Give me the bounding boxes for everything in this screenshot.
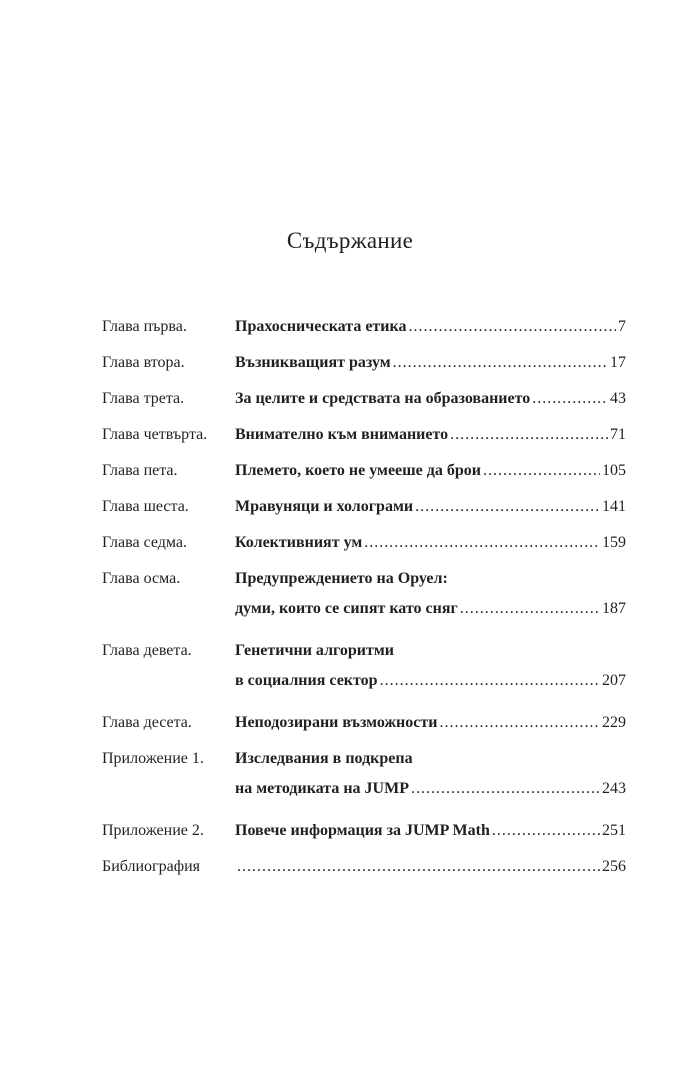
- toc-entry-title: Колективният ум: [235, 534, 363, 551]
- dot-leader: [237, 852, 600, 882]
- table-of-contents: [102, 312, 626, 882]
- toc-entry-page: 229: [602, 714, 626, 731]
- toc-entry-label: Глава осма.: [102, 570, 181, 587]
- toc-entry-page: 43: [610, 390, 626, 407]
- toc-entry-page: 159: [602, 534, 626, 551]
- toc-entry: [102, 708, 626, 744]
- toc-entry: [102, 816, 626, 852]
- toc-entry-title: Повече информация за JUMP Math: [235, 822, 490, 839]
- toc-entry: [102, 348, 626, 384]
- toc-entry-title: Възникващият разум: [235, 354, 391, 371]
- dot-leader: [415, 492, 600, 522]
- toc-entry-page: 256: [602, 858, 626, 875]
- dot-leader: [380, 666, 600, 696]
- toc-entry: [102, 852, 626, 882]
- toc-entry-title: Племето, което не умееше да брои: [235, 462, 481, 479]
- toc-entry-page: 187: [602, 600, 626, 617]
- toc-entry: [102, 528, 626, 564]
- toc-entry-title: Изследвания в подкрепа: [235, 750, 413, 767]
- dot-leader: [492, 816, 600, 846]
- page-title: Съдържание: [286, 228, 414, 253]
- toc-entry-page: 141: [602, 498, 626, 515]
- toc-entry-label: Приложение 2.: [102, 822, 204, 839]
- dot-leader: [408, 312, 616, 342]
- toc-entry-label: Глава десета.: [102, 714, 192, 731]
- toc-entry-title-continued: думи, които се сипят като сняг: [235, 600, 458, 617]
- dot-leader: [439, 708, 600, 738]
- toc-entry-page: 17: [610, 354, 626, 371]
- toc-entry-label: Глава шеста.: [102, 498, 189, 515]
- dot-leader: [450, 420, 608, 450]
- toc-entry: [102, 456, 626, 492]
- dot-leader: [532, 384, 608, 414]
- dot-leader: [411, 774, 600, 804]
- toc-entry: [102, 420, 626, 456]
- toc-entry-page: 71: [610, 426, 626, 443]
- toc-entry-label: Глава трета.: [102, 390, 185, 407]
- toc-entry: [102, 492, 626, 528]
- toc-entry: [102, 636, 626, 708]
- dot-leader: [364, 528, 600, 558]
- dot-leader: [460, 594, 600, 624]
- toc-entry-title: Прахосническата етика: [235, 318, 407, 335]
- toc-entry-title: Генетични алгоритми: [235, 642, 394, 659]
- toc-entry-title: За целите и средствата на образованието: [235, 390, 531, 407]
- toc-entry: [102, 312, 626, 348]
- toc-entry-title-continued: на методиката на JUMP: [235, 780, 409, 797]
- toc-entry: [102, 564, 626, 636]
- toc-entry-title: Внимателно към вниманието: [235, 426, 449, 443]
- toc-entry-page: 251: [602, 822, 626, 839]
- toc-entry: [102, 384, 626, 420]
- toc-entry-title-continued: в социалния сектор: [235, 672, 378, 689]
- toc-entry-label: Глава четвърта.: [102, 426, 208, 443]
- toc-entry-page: 105: [602, 462, 626, 479]
- toc-entry-label: Глава седма.: [102, 534, 188, 551]
- toc-entry-title: Мравуняци и холограми: [235, 498, 414, 515]
- toc-entry-title: Неподозирани възможности: [235, 714, 438, 731]
- toc-entry-label: Глава втора.: [102, 354, 185, 371]
- toc-entry-page: 243: [602, 780, 626, 797]
- toc-entry-label: Глава пета.: [102, 462, 178, 479]
- toc-entry-label: Глава девета.: [102, 642, 192, 659]
- toc-entry-title: Предупреждението на Оруел:: [235, 570, 448, 587]
- toc-entry-page: 207: [602, 672, 626, 689]
- dot-leader: [483, 456, 600, 486]
- toc-entry-label: Глава първа.: [102, 318, 187, 335]
- toc-entry: [102, 744, 626, 816]
- dot-leader: [393, 348, 608, 378]
- toc-entry-label: Библиография: [102, 858, 200, 875]
- toc-entry-page: 7: [618, 318, 626, 335]
- toc-entry-label: Приложение 1.: [102, 750, 204, 767]
